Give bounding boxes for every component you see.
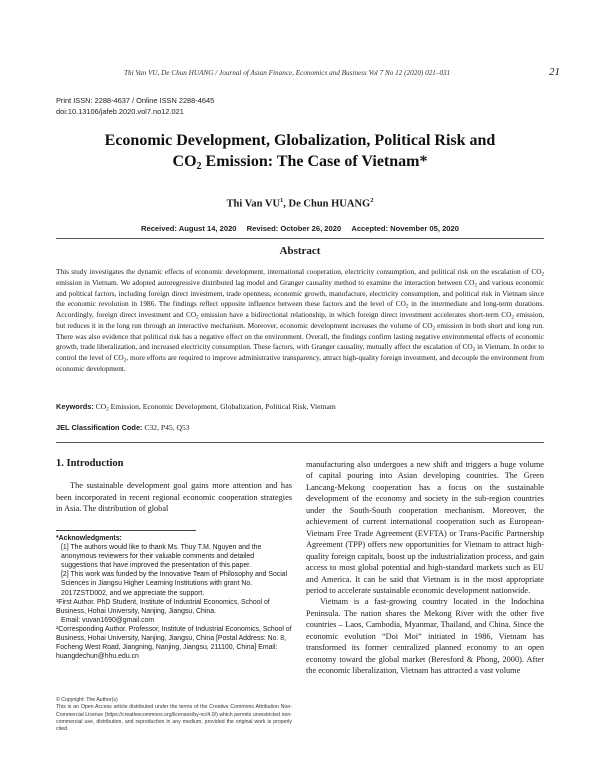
issn-block: [56, 96, 214, 117]
divider: [56, 238, 544, 239]
copyright-line: © Copyright: The Author(s): [56, 697, 118, 703]
jel-label: JEL Classification Code:: [56, 423, 143, 432]
received-date: Received: August 14, 2020: [141, 224, 237, 233]
first-author-note: ¹First Author. PhD Student, Institute of Industrial Economics, School of Business, Hohai University, Nanjing, Jiangsu, China.: [56, 598, 270, 615]
page-number: 21: [549, 66, 560, 78]
running-head-text: Thi Van VU, De Chun HUANG / Journal of Asian Finance, Economics and Business Vol 7 No 12 (2020) 021–031: [124, 69, 451, 77]
revised-date: Revised: October 26, 2020: [246, 224, 342, 233]
divider: [56, 442, 544, 443]
corresponding-author-note: ²Corresponding Author. Professor, Institute of Industrial Economics, School of Business, Hohai University, Nanjing, Jiangsu, China [Postal Address: No. 8, Focheng West Road, Jiangning, Nanjing, Jiangsu, 211100, China] Email: huangdechun@hhu.edu.cn: [56, 625, 292, 661]
section-heading-introduction: 1. Introduction: [56, 458, 124, 469]
footnote-divider: [56, 530, 196, 531]
ack-note-2: [2] This work was funded by the Innovative Team of Philosophy and Social Sciences in Jiangsu Higher Learning Institutions with grant No. 2017ZSTD002, and we appreciate the support.: [61, 571, 288, 597]
title-line-1: Economic Development, Globalization, Political Risk and: [104, 132, 496, 149]
abstract-text: This study investigates the dynamic effects of economic development, international cooperation, electricity consumption, and political risk on the escalation of $CO_2$ emission in Vietnam. We adopted autoregressive distributed lag model and Granger causality method to examine the interaction between $CO_2$ and various economic and political factors, including foreign direct investment, trade openness, economic growth, manufacture, electricity consumption, and political risk in Vietnam since the economic revolution in 1986. The findings reflect opposite influence between these factors and the level of $CO_2$ in the intermediate and long-term durations. Accordingly, foreign direct investment and $CO_2$ emission have a bidirectional relationship, in which foreign direct investment accelerates short-term $CO_2$ emission, but reduces it in the long run through an interactive mechanism. Moreover, economic development increases the volume of $CO_2$ emission in both short and long run. There was also evidence that political risk has a negative effect on the environment. Overall, the findings confirm lasting negative environmental effects of economic growth, trade liberalization, and increased electricity consumption. These factors, with Granger causality, mutually affect the escalation of $CO_2$ in Vietnam. In order to control the level of $CO_2$, more efforts are required to improve administrative transparency, attract high-quality foreign investment, and decouple the environment from economic development.: [56, 267, 545, 373]
ack-title: *Acknowledgments:: [56, 535, 122, 542]
acknowledgments: [56, 534, 292, 661]
first-author-email[interactable]: Email: vuvan1690@gmail.com: [61, 616, 155, 624]
jel-values: C32, P45, Q53: [142, 423, 190, 432]
author-2: De Chun HUANG: [288, 198, 371, 210]
paper-title: [60, 130, 540, 172]
keywords: Keywords: $CO_2$ Emission, Economic Development, Globalization, Political Risk, Vietnam: [56, 402, 336, 413]
license-text: This is an Open Access article distributed under the terms of the Creative Commons Attribution Non-Commercial License (https://creativecommons.org/licenses/by-nc/4.0/) which permits unrestricted non-commercial use, distribution, and reproduction in any medium, provided the original work is properly cited.: [56, 704, 292, 733]
intro-right-column: [306, 459, 544, 677]
jel-codes: [56, 423, 544, 432]
title-line-2: $CO_2$ Emission: The Case of Vietnam*: [172, 153, 428, 172]
issn-line: Print ISSN: 2288-4637 / Online ISSN 2288-4645: [56, 96, 215, 105]
authors: Thi Van $VU^1$, De Chun HUANG$^2$: [226, 197, 374, 210]
keywords-label: Keywords:: [56, 402, 94, 411]
accepted-date: Accepted: November 05, 2020: [351, 224, 459, 233]
doi-line[interactable]: doi:10.13106/jafeb.2020.vol7.no12.021: [56, 106, 184, 116]
ack-note-1: [1] The authors would like to thank Ms. Thuy T.M. Nguyen and the anonymous reviewers for their valuable comments and detailed suggestions that have improved the presentation of this paper.: [61, 544, 262, 570]
intro-paragraph-right-1: manufacturing also undergoes a new shift and triggers a huge volume of capital pouring into Asian developing countries. The Green Lancang-Mekong cooperation has a focus on the sustainable development of the economy and society in the sub-region countries under the South-South cooperation mechanism. Moreover, the achievement of current international cooperation such as European-Vietnam Free Trade Agreement (EVFTA) or Trans-Pacific Partnership Agreement (TPP) offers new opportunities for Vietnam to attract high-quality foreign capitals, boost up the industrialization process, and gain access to most global potential and high-standard markets such as EU and America. It can be said that Vietnam is in the most appropriate period to accelerate sustainable economic development nationwide.: [306, 460, 544, 595]
author-1: Thi Van VU: [226, 198, 281, 210]
copyright-notice: [56, 697, 292, 733]
submission-dates: [60, 224, 540, 233]
running-head: [40, 68, 560, 82]
abstract-heading: Abstract: [279, 245, 321, 257]
intro-paragraph-left: The sustainable development goal gains more attention and has been incorporated in recent regional economic cooperation strategies in Asia. The distribution of global: [56, 481, 292, 513]
intro-paragraph-right-2: Vietnam is a fast-growing country located in the Indochina Peninsula. The nation shares the Mekong River with the other five countries – Laos, Cambodia, Myanmar, Thailand, and China. Since the economic evolution “Doi Moi” initiated in 1986, Vietnam has transformed its former centralized planned economy to an open economy toward the global market (Beresford & Phong, 2000). After the economic liberalization, Vietnam has attracted a vast volume: [306, 597, 544, 676]
